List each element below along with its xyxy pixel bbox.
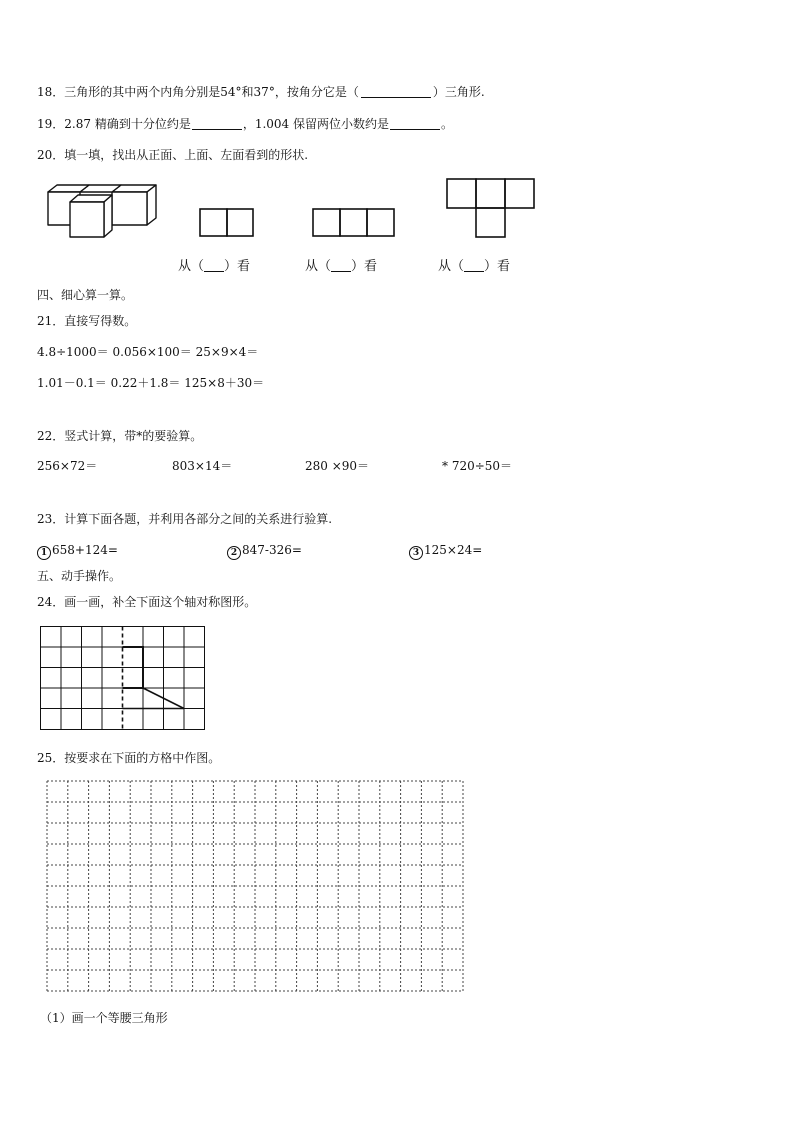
circled-number-1: 1 (37, 546, 51, 560)
circled-number-2: 2 (227, 546, 241, 560)
question-text: 填一填，找出从正面、上面、左面看到的形状. (64, 148, 309, 162)
q22-item-1: 256×72＝ (37, 459, 98, 473)
question-23 (37, 511, 332, 527)
q21-row-1: 4.8÷1000＝ 0.056×100＝ 25×9×4＝ (37, 345, 259, 359)
question-number: 18． (37, 85, 65, 99)
question-text: 按要求在下面的方格中作图。 (64, 751, 221, 765)
question-text-end: 。 (441, 117, 454, 131)
question-number: 22． (37, 429, 65, 443)
view-label-3: 从（ ）看 (438, 259, 511, 274)
view-label-2: 从（ ）看 (305, 259, 378, 274)
answer-blank[interactable] (361, 85, 431, 98)
question-number: 23． (37, 512, 65, 526)
question-text: 2.87 精确到十分位约是 (64, 117, 191, 131)
question-text: 竖式计算，带*的要验算。 (64, 429, 203, 443)
q23-item-1: 1 658+124= (37, 542, 118, 560)
question-text: 三角形的其中两个内角分别是54°和37°，按角分它是（ (64, 85, 359, 99)
question-number: 19． (37, 117, 65, 131)
q22-item-4: * 720÷50＝ (442, 459, 513, 473)
question-19 (37, 116, 453, 132)
question-text: 计算下面各题，并利用各部分之间的关系进行验算. (64, 512, 333, 526)
question-25 (37, 750, 220, 766)
view-shape-two-squares (199, 208, 255, 238)
q22-item-3: 280 ×90＝ (305, 459, 370, 473)
view-shape-t-shape (445, 178, 537, 240)
view-label-1: 从（ ）看 (178, 259, 251, 274)
q23-item-2: 2 847-326= (227, 542, 302, 560)
question-21 (37, 313, 136, 329)
section-five-title: 五、动手操作。 (37, 569, 122, 583)
question-number: 24． (37, 595, 65, 609)
question-20 (37, 147, 308, 163)
question-24 (37, 594, 256, 610)
view-shape-three-squares (312, 208, 396, 238)
question-number: 25． (37, 751, 65, 765)
answer-blank-2[interactable] (390, 117, 440, 130)
dotted-drawing-grid[interactable] (46, 780, 464, 992)
question-18 (37, 84, 485, 100)
q21-row-2: 1.01－0.1＝ 0.22＋1.8＝ 125×8＋30＝ (37, 376, 265, 390)
answer-blank-1[interactable] (192, 117, 242, 130)
circled-number-3: 3 (409, 546, 423, 560)
question-text: 画一画，补全下面这个轴对称图形。 (64, 595, 257, 609)
section-four-title: 四、细心算一算。 (37, 288, 134, 302)
q22-item-2: 803×14＝ (172, 459, 233, 473)
view-answer-blank-3[interactable] (464, 259, 484, 272)
view-answer-blank-2[interactable] (331, 259, 351, 272)
question-text-mid: ，1.004 保留两位小数约是 (242, 117, 389, 131)
cube-solid-figure (44, 180, 159, 240)
question-number: 20． (37, 148, 65, 162)
q23-item-3: 3 125×24= (409, 542, 482, 560)
view-answer-blank-1[interactable] (204, 259, 224, 272)
question-number: 21． (37, 314, 65, 328)
symmetry-grid[interactable] (40, 626, 206, 731)
question-text: 直接写得数。 (64, 314, 137, 328)
question-22 (37, 428, 202, 444)
question-text-end: ）三角形. (432, 85, 485, 99)
q25-sub-question-1: （1）画一个等腰三角形 (40, 1011, 168, 1025)
